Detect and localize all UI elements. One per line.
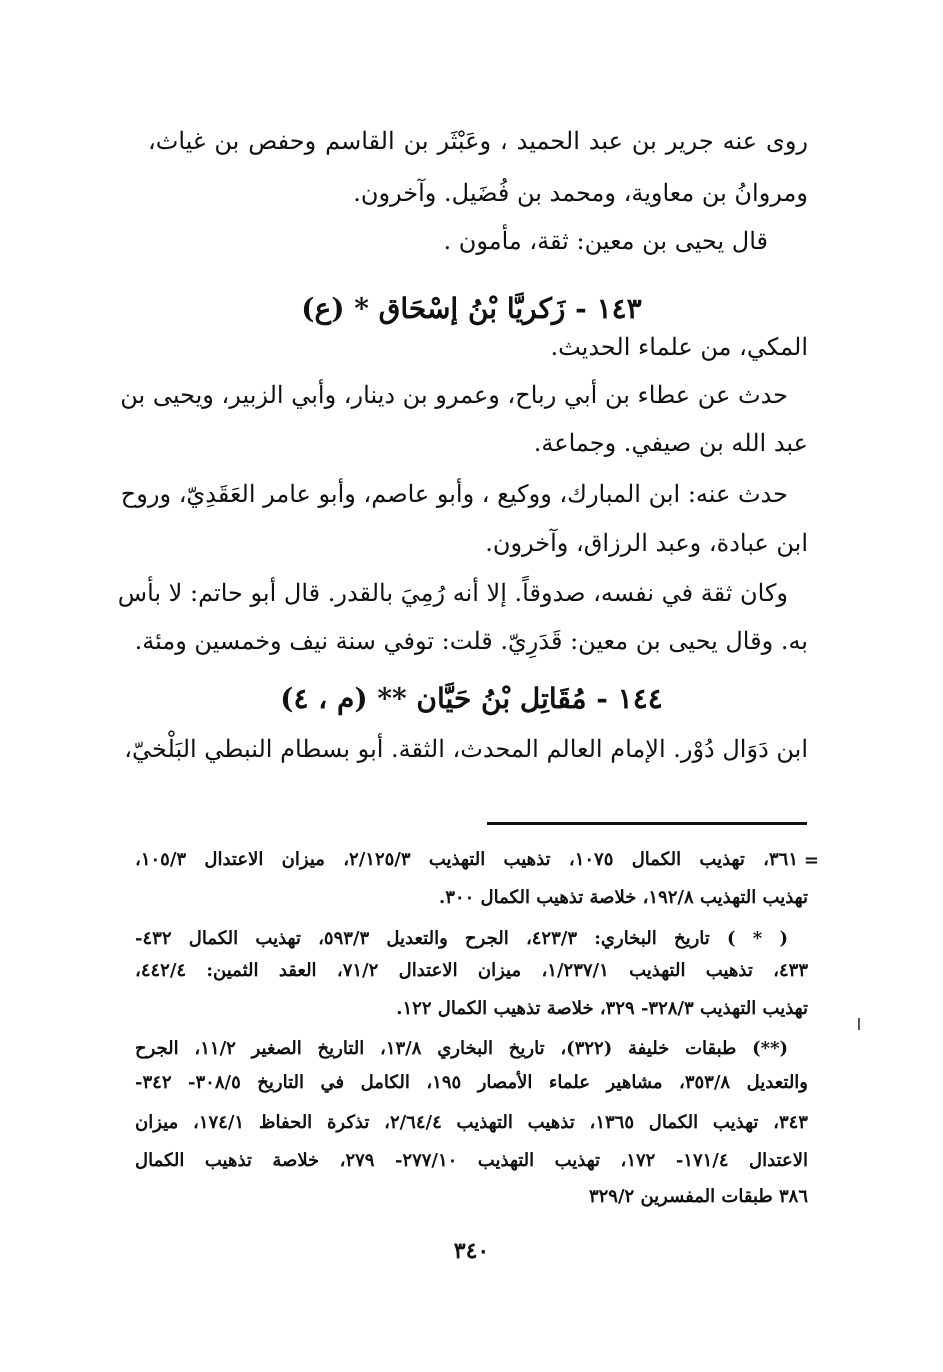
entry-143-line-5: ابن عبادة، وعبد الرزاق، وآخرون. [485, 529, 808, 557]
entry-143-line-3: عبد الله بن صيفي. وجماعة. [533, 429, 808, 457]
entry-143-line-4: حدث عنه: ابن المبارك، ووكيع ، وأبو عاصم، وأبو عامر العَقَدِيّ، وروح [120, 480, 788, 508]
page-number: ٣٤٠ [453, 1238, 490, 1264]
entry-144-line-1: ابن دَوَال دُوْر. الإمام العالم المحدث، الثقة. أبو بسطام النبطي البَلْخيّ، [124, 735, 808, 763]
footnote-continuation-marker: = [803, 850, 819, 871]
footnote-line-7: والتعديل ٣٥٣/٨، مشاهير علماء الأمصار ١٩٥، الكامل في التاريخ ٣٠٨/٥- ٣٤٢- [135, 1072, 808, 1093]
footnote-line-5: تهذيب التهذيب ٣٢٨/٣- ٣٢٩، خلاصة تذهيب الكمال ١٢٢. [396, 998, 808, 1019]
entry-143-line-2: حدث عن عطاء بن أبي رباح، وعمرو بن دينار، وأبي الزبير، ويحيى بن [120, 381, 788, 409]
entry-143-line-1: المكي، من علماء الحديث. [550, 333, 808, 361]
entry-143-heading: ١٤٣ - زَكريَّا بْنُ إسْحَاق * (ع) [301, 292, 642, 325]
footnote-line-6: (**) طبقات خليفة (٣٢٢)، تاريخ البخاري ١٣/٨، التاريخ الصغير ١١/٢، الجرح [135, 1038, 788, 1059]
body-line-2: ومروانُ بن معاوية، ومحمد بن فُضَيل. وآخرون. [353, 179, 808, 207]
entry-144-heading: ١٤٤ - مُقَاتِل بْنُ حَيَّان ** (م ، ٤) [280, 682, 663, 715]
footnote-line-9: الاعتدال ١٧١/٤- ١٧٢، تهذيب التهذيب ٢٧٧/١٠- ٢٧٩، خلاصة تذهيب الكمال [135, 1150, 808, 1171]
body-line-3: قال يحيى بن معين: ثقة، مأمون . [443, 227, 768, 255]
footnote-line-4: ٤٣٣، تذهيب التهذيب ١/٢٣٧/١، ميزان الاعتدال ٧١/٢، العقد الثمين: ٤٤٢/٤، [135, 960, 809, 981]
footnote-line-10: ٣٨٦ طبقات المفسرين ٣٢٩/٢ [588, 1186, 808, 1207]
footnote-line-3: ( * ) تاريخ البخاري: ٤٢٣/٣، الجرح والتعديل ٥٩٣/٣، تهذيب الكمال ٤٣٢- [135, 928, 788, 949]
body-line-1: روى عنه جرير بن عبد الحميد ، وعَبْثَر بن القاسم وحفص بن غياث، [148, 127, 808, 155]
margin-mark [858, 1018, 860, 1030]
footnote-separator [487, 822, 807, 825]
entry-143-line-6: وكان ثقة في نفسه، صدوقاً. إلا أنه رُمِيَ بالقدر. قال أبو حاتم: لا بأس [117, 579, 788, 607]
entry-143-line-7: به. وقال يحيى بن معين: قَدَرِيّ. قلت: توفي سنة نيف وخمسين ومئة. [134, 627, 808, 655]
footnote-line-8: ٣٤٣، تهذيب الكمال ١٣٦٥، تذهيب التهذيب ٢/٦٤/٤، تذكرة الحفاظ ١٧٤/١، ميزان [135, 1112, 808, 1133]
footnote-line-1: ٣٦١، تهذيب الكمال ١٠٧٥، تذهيب التهذيب ٢/١٢٥/٣، ميزان الاعتدال ١٠٥/٣، [135, 849, 798, 870]
footnote-line-2: تهذيب التهذيب ١٩٢/٨، خلاصة تذهيب الكمال ٣٠٠. [438, 887, 808, 908]
